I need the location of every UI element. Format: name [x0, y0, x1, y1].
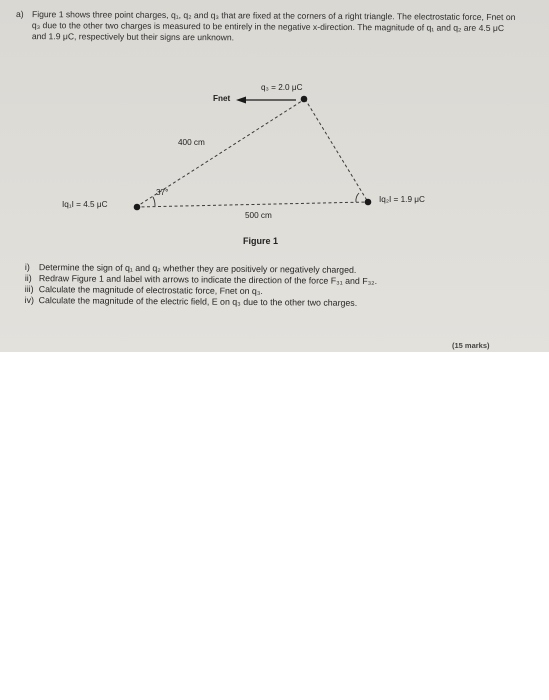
intro-text: Figure 1 shows three point charges, q₁, q₂ and q₃ that are fixed at the corners of a right triangle. The electrostatic force, Fnet on q₃ due to the other two charges is measured to be entirely in the negative x-direction. The magnitude of q₁ and q₂ are 4.5 μC and 1.9 μC, respectively but their signs are unknown. [31, 9, 516, 43]
q2-magnitude-label: Iq₂I = 1.9 μC [379, 195, 425, 204]
question-list [25, 262, 525, 310]
charge-q2 [365, 199, 372, 206]
question-number: iv) [24, 294, 35, 306]
marks-label: (15 marks) [452, 341, 490, 350]
fnet-arrowhead [236, 97, 246, 104]
figure-caption: Figure 1 [243, 236, 279, 246]
triangle-base [136, 202, 368, 207]
q1-magnitude-label: Iq₁I = 4.5 μC [62, 200, 108, 209]
side-length-label: 400 cm [178, 138, 205, 147]
charge-q3 [301, 96, 308, 103]
angle-arc-37 [153, 197, 155, 206]
question-text: Calculate the magnitude of electrostatic force, Fnet on q₃. [38, 284, 263, 297]
question-number: i) [24, 262, 30, 273]
question-number: iii) [24, 283, 34, 295]
question-text: Determine the sign of q₁ and q₂ whether they are positively or negatively charged. [38, 262, 357, 275]
base-length-label: 500 cm [245, 211, 272, 220]
question-text: Calculate the magnitude of the electric field, E on q₃ due to the other two charges. [38, 295, 358, 308]
angle-label: 37° [156, 188, 169, 197]
question-number: ii) [24, 272, 32, 284]
fnet-label: Fnet [213, 94, 231, 103]
charge-q1 [134, 204, 141, 211]
triangle-side-right [305, 99, 368, 202]
angle-arc-right [356, 193, 359, 202]
question-text: Redraw Figure 1 and label with arrows to indicate the direction of the force F₃₁ and F₃₂. [38, 273, 378, 287]
intro-label: a) [15, 9, 24, 20]
q3-label: q₃ = 2.0 μC [261, 83, 303, 92]
